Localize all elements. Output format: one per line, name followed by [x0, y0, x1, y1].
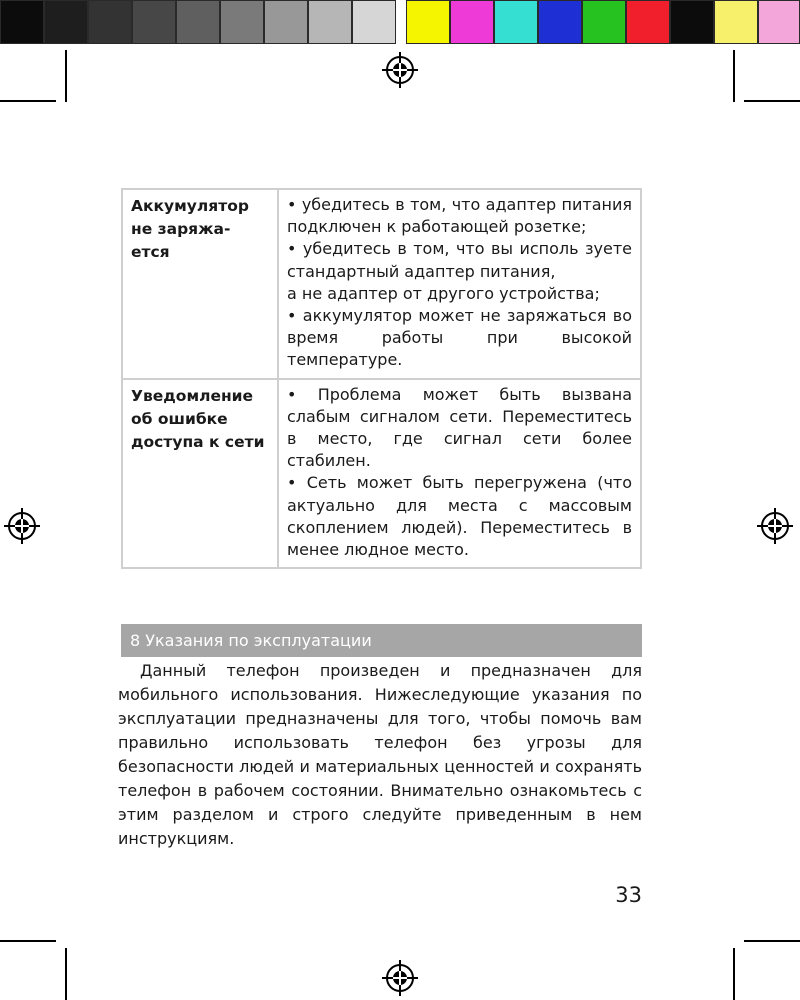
gray-swatch [0, 0, 44, 44]
solution-item: а не адаптер от другого устройства; [287, 283, 600, 303]
registration-target-icon [757, 508, 793, 544]
solution-cell [278, 379, 641, 569]
color-swatch [406, 0, 450, 44]
page-number: 33 [615, 883, 642, 907]
gray-swatch [220, 0, 264, 44]
gray-swatch [264, 0, 308, 44]
solution-item: • убедитесь в том, что адаптер питания подключен к работающей розетке; [287, 195, 632, 237]
crop-mark [65, 50, 67, 102]
solution-item: • убедитесь в том, что вы исполь зуете стандартный адаптер питания, [287, 239, 632, 281]
crop-mark [733, 948, 735, 1000]
solution-cell [278, 189, 641, 379]
registration-target-icon [382, 960, 418, 996]
color-swatch [758, 0, 800, 44]
table-row [122, 379, 641, 569]
registration-target-icon [4, 508, 40, 544]
color-swatch [626, 0, 670, 44]
issue-cell: Уведомление об ошибке доступа к сети [122, 379, 278, 569]
section-heading: 8 Указания по эксплуатации [121, 624, 642, 657]
color-swatch [538, 0, 582, 44]
table-row [122, 189, 641, 379]
troubleshooting-table [121, 188, 642, 569]
crop-mark [0, 100, 56, 102]
crop-mark [744, 100, 800, 102]
solution-item: • Проблема может быть вызвана слабым сигналом сети. Переместитесь в место, где сигнал сети более стабилен. [287, 384, 632, 471]
crop-mark [65, 948, 67, 1000]
gray-swatch [308, 0, 352, 44]
section-paragraph: Данный телефон произведен и предназначен для мобильного использования. Нижеследующие указания по эксплуатации предназначены для того, чтобы помочь вам правильно использовать телефон без угрозы для безопасности людей и материальных ценностей и сохранять телефон в рабочем состоянии. Внимательно ознакомьтесь с этим разделом и строго следуйте приведенным в нем инструкциям. [118, 661, 642, 848]
solution-item: • аккумулятор может не заряжаться во время работы при высокой температуре. [287, 306, 632, 370]
solution-item: • Сеть может быть перегружена (что актуально для места с массовым скоплением людей). Переместитесь в менее людное место. [287, 473, 632, 560]
color-swatch [582, 0, 626, 44]
gray-swatch [88, 0, 132, 44]
color-swatch [494, 0, 538, 44]
crop-mark [733, 50, 735, 102]
crop-mark [0, 940, 56, 942]
gray-swatch [44, 0, 88, 44]
crop-mark [744, 940, 800, 942]
gray-swatch [176, 0, 220, 44]
gray-swatch [132, 0, 176, 44]
registration-target-icon [382, 52, 418, 88]
color-swatch [450, 0, 494, 44]
color-swatch [670, 0, 714, 44]
gray-swatch [352, 0, 396, 44]
color-swatch [714, 0, 758, 44]
issue-cell: Аккумулятор не заряжа-ется [122, 189, 278, 379]
